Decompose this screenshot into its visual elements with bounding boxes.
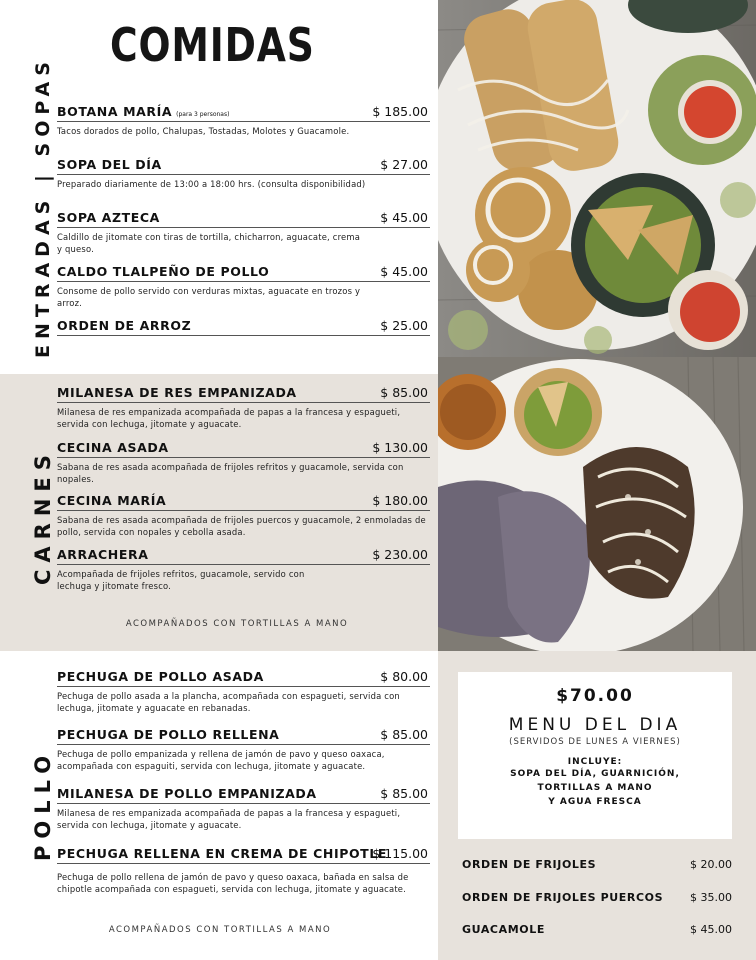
- item-note: (para 3 personas): [176, 111, 230, 118]
- item-price: $ 185.00: [372, 104, 428, 119]
- item-name: MILANESA DE POLLO EMPANIZADA: [57, 786, 317, 801]
- menu-del-dia-include-line: TORTILLAS A MANO: [537, 783, 653, 793]
- item-name: MILANESA DE RES EMPANIZADA: [57, 385, 297, 400]
- item-description: Preparado diariamente de 13:00 a 18:00 hrs. (consulta disponibilidad): [57, 179, 366, 189]
- extra-price: $ 20.00: [690, 858, 732, 871]
- item-price: $ 25.00: [380, 318, 428, 333]
- divider: [57, 510, 430, 511]
- divider: [57, 281, 430, 282]
- section-label-container-entradas: [32, 56, 54, 358]
- extra-price: $ 35.00: [690, 891, 732, 904]
- menu-item-sopa-del-dia: [57, 157, 430, 191]
- menu-del-dia-box: [458, 672, 732, 839]
- section-label-entradas: ENTRADAS | SOPAS: [32, 56, 54, 358]
- item-price: $ 85.00: [380, 385, 428, 400]
- menu-item-cecina-maria: [57, 493, 430, 538]
- menu-item-botana-maria: [57, 104, 430, 138]
- extra-guacamole: [462, 923, 732, 936]
- item-name: PECHUGA RELLENA EN CREMA DE CHIPOTLE: [57, 846, 388, 861]
- item-price: $ 130.00: [372, 440, 428, 455]
- extra-name: ORDEN DE FRIJOLES PUERCOS: [462, 891, 664, 904]
- item-description: Sabana de res asada acompañada de frijoles puercos y guacamole, 2 enmoladas de pollo, servida con nopales y cebolla asada.: [57, 515, 426, 537]
- item-name: PECHUGA DE POLLO RELLENA: [57, 727, 280, 742]
- menu-del-dia-title: MENU DEL DIA: [508, 715, 682, 735]
- cecina-photo: [438, 357, 756, 651]
- item-description: Milanesa de res empanizada acompañada de papas a la francesa y espagueti, servida con lechuga, jitomate y aguacate.: [57, 808, 401, 830]
- item-description: Acompañada de frijoles refritos, guacamole, servido con lechuga y jitomate fresco.: [57, 569, 305, 591]
- item-name: CALDO TLALPEÑO DE POLLO: [57, 264, 270, 279]
- item-price: $ 85.00: [380, 727, 428, 742]
- item-price: $ 180.00: [372, 493, 428, 508]
- extra-name: GUACAMOLE: [462, 923, 545, 936]
- extra-price: $ 45.00: [690, 923, 732, 936]
- divider: [57, 686, 430, 687]
- carnes-footer: ACOMPAÑADOS CON TORTILLAS A MANO: [125, 619, 349, 629]
- item-price: $ 27.00: [380, 157, 428, 172]
- divider: [57, 121, 430, 122]
- item-price: $ 230.00: [372, 547, 428, 562]
- menu-del-dia-price: $70.00: [556, 686, 634, 706]
- item-price: $ 45.00: [380, 264, 428, 279]
- divider: [57, 335, 430, 336]
- menu-item-milanesa-de-pollo: [57, 786, 430, 831]
- item-description: Milanesa de res empanizada acompañada de papas a la francesa y espagueti, servida con lechuga, jitomate y aguacate.: [57, 407, 401, 429]
- menu-item-pechuga-chipotle: [57, 846, 430, 895]
- item-price: $ 80.00: [380, 669, 428, 684]
- item-name: BOTANA MARÍA: [57, 104, 173, 119]
- menu-del-dia-include-line: Y AGUA FRESCA: [548, 797, 642, 807]
- item-description: Consome de pollo servido con verduras mixtas, aguacate en trozos y arroz.: [57, 286, 361, 308]
- section-label-carnes: CARNES: [31, 448, 55, 585]
- tostadas-photo: [438, 0, 756, 357]
- divider: [57, 564, 430, 565]
- item-description: Pechuga de pollo empanizada y rellena de jamón de pavo y queso oaxaca, acompañada con espaguiti, servida con lechuga, jitomate y aguacate.: [57, 749, 385, 771]
- menu-item-pechuga-rellena: [57, 727, 430, 772]
- divider: [57, 174, 430, 175]
- section-label-container-pollo: [31, 748, 55, 861]
- item-name: ARRACHERA: [57, 547, 149, 562]
- extra-orden-de-frijoles-puercos: [462, 891, 732, 904]
- item-description: Sabana de res asada acompañada de frijoles refritos y guacamole, servida con nopales.: [57, 462, 404, 484]
- divider: [57, 803, 430, 804]
- item-name: SOPA AZTECA: [57, 210, 160, 225]
- item-price: $ 85.00: [380, 786, 428, 801]
- menu-item-sopa-azteca: [57, 210, 430, 255]
- divider: [57, 863, 430, 864]
- menu-del-dia-include-line: SOPA DEL DÍA, GUARNICIÓN,: [510, 769, 680, 779]
- menu-item-cecina-asada: [57, 440, 430, 485]
- menu-item-milanesa-de-res: [57, 385, 430, 430]
- item-name: CECINA MARÍA: [57, 493, 167, 508]
- extra-orden-de-frijoles: [462, 858, 732, 871]
- divider: [57, 402, 430, 403]
- extra-name: ORDEN DE FRIJOLES: [462, 858, 597, 871]
- item-price: $ 115.00: [372, 846, 428, 861]
- item-description: Tacos dorados de pollo, Chalupas, Tostadas, Molotes y Guacamole.: [57, 126, 350, 136]
- tostadas-and-guacamole-image: [438, 0, 756, 357]
- section-label-container-carnes: [31, 448, 55, 585]
- divider: [57, 227, 430, 228]
- divider: [57, 457, 430, 458]
- item-description: Pechuga de pollo rellena de jamón de pavo y queso oaxaca, bañada en salsa de chipotle acompañada con espagueti, servida con lechuga, jitomate y aguacate.: [57, 872, 409, 894]
- page-title: COMIDAS: [110, 18, 315, 72]
- menu-del-dia-includes-label: INCLUYE:: [567, 757, 623, 767]
- menu-item-orden-de-arroz: [57, 318, 430, 336]
- menu-item-arrachera: [57, 547, 430, 592]
- cecina-and-enmoladas-image: [438, 357, 756, 651]
- item-description: Caldillo de jitomate con tiras de tortilla, chicharron, aguacate, crema y queso.: [57, 232, 361, 254]
- pollo-footer: ACOMPAÑADOS CON TORTILLAS A MANO: [108, 925, 332, 935]
- divider: [57, 744, 430, 745]
- menu-item-caldo-tlalpeno: [57, 264, 430, 309]
- item-description: Pechuga de pollo asada a la plancha, acompañada con espagueti, servida con lechuga, jitomate y aguacate en rebanadas.: [57, 691, 400, 713]
- section-label-pollo: POLLO: [31, 748, 55, 861]
- menu-item-pechuga-asada: [57, 669, 430, 714]
- item-name: SOPA DEL DÍA: [57, 157, 162, 172]
- item-name: ORDEN DE ARROZ: [57, 318, 192, 333]
- item-price: $ 45.00: [380, 210, 428, 225]
- item-name: CECINA ASADA: [57, 440, 169, 455]
- menu-del-dia-subtitle: (SERVIDOS DE LUNES A VIERNES): [509, 737, 681, 747]
- item-name: PECHUGA DE POLLO ASADA: [57, 669, 264, 684]
